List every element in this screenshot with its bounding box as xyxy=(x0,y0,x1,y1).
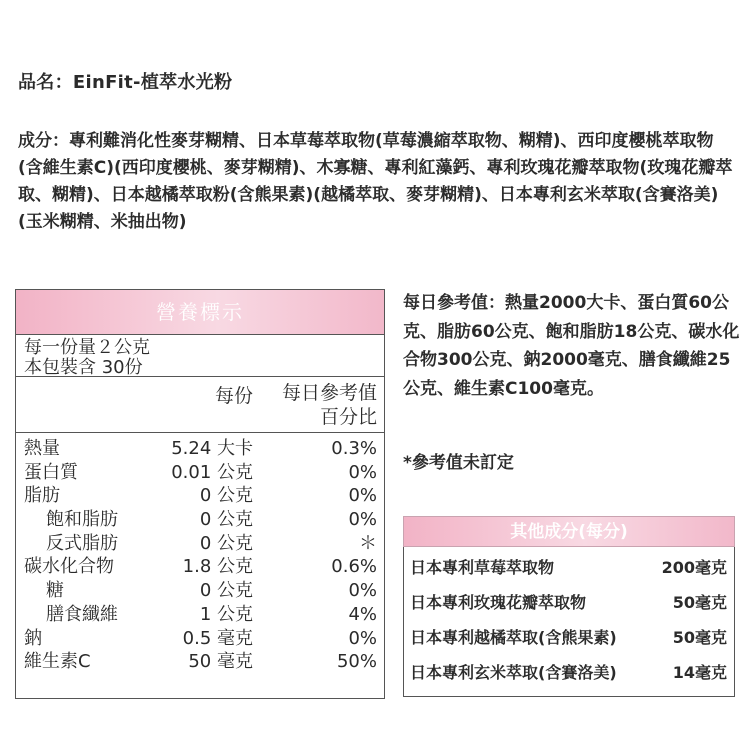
daily-reference-text: 每日參考值：熱量2000大卡、蛋白質60公克、脂肪60公克、飽和脂肪18公克、碳水化合物300公克、鈉2000毫克、膳食纖維25公克、維生素C100毫克。 xyxy=(403,293,740,399)
other-ingredients-title: 其他成分(每分) xyxy=(403,516,735,547)
nutrition-row xyxy=(16,603,384,627)
nutrition-daily-pct: ＊ xyxy=(359,532,377,554)
other-ingredient-name: 日本專利草莓萃取物 xyxy=(410,558,555,577)
other-ingredient-amount: 200毫克 xyxy=(661,558,727,577)
nutrition-name: 脂肪 xyxy=(24,485,60,507)
nutrition-name: 糖 xyxy=(46,580,64,602)
nutrition-daily-pct: 50% xyxy=(336,651,377,673)
servings-per-pack: 本包裝含 30份 xyxy=(24,357,143,378)
nutrition-name: 碳水化合物 xyxy=(24,556,114,578)
other-ingredient-amount: 14毫克 xyxy=(672,663,727,682)
nutrition-row xyxy=(16,555,384,579)
serving-size: 每一份量２公克 xyxy=(24,337,150,358)
other-ingredient-row xyxy=(404,620,734,655)
other-ingredient-amount: 50毫克 xyxy=(672,628,727,647)
nutrition-name: 蛋白質 xyxy=(24,461,78,483)
nutrition-name: 鈉 xyxy=(24,627,42,649)
other-ingredient-name: 日本專利玫瑰花瓣萃取物 xyxy=(410,593,587,612)
other-ingredient-amount: 50毫克 xyxy=(672,593,727,612)
nutrition-name: 反式脂肪 xyxy=(46,532,118,554)
nutrition-rows xyxy=(16,432,384,674)
nutrition-amount: 0.5 毫克 xyxy=(182,627,253,649)
nutrition-amount: 50 毫克 xyxy=(188,651,253,673)
nutrition-name: 維生素C xyxy=(24,651,91,673)
nutrition-amount: 1.8 公克 xyxy=(182,556,253,578)
nutrition-daily-pct: 0% xyxy=(348,461,377,483)
other-ingredient-name: 日本專利越橘萃取(含熊果素) xyxy=(410,628,617,647)
nutrition-daily-pct: 0% xyxy=(348,509,377,531)
nutrition-row xyxy=(16,650,384,674)
nutrition-row xyxy=(16,627,384,651)
nutrition-daily-pct: 0.6% xyxy=(331,556,377,578)
nutrition-row xyxy=(16,484,384,508)
nutrition-daily-pct: 4% xyxy=(348,603,377,625)
nutrition-amount: 0 公克 xyxy=(199,485,253,507)
nutrition-amount: 1 公克 xyxy=(199,603,253,625)
other-ingredient-row xyxy=(404,585,734,620)
product-name: 品名：EinFit-植萃水光粉 xyxy=(18,72,233,93)
nutrition-daily-pct: 0% xyxy=(348,485,377,507)
reference-note: *參考值未訂定 xyxy=(403,453,514,473)
nutrition-name: 熱量 xyxy=(24,438,60,459)
other-ingredient-row xyxy=(404,655,734,690)
nutrition-title: 營養標示 xyxy=(16,290,384,334)
daily-value-header xyxy=(282,381,377,429)
nutrition-amount: 0 公克 xyxy=(199,580,253,602)
nutrition-name: 飽和脂肪 xyxy=(46,509,118,531)
nutrition-amount: 0 公克 xyxy=(199,532,253,554)
nutrition-row xyxy=(16,437,384,461)
nutrition-daily-pct: 0% xyxy=(348,627,377,649)
other-ingredients-rows xyxy=(403,547,735,697)
other-ingredient-name: 日本專利玄米萃取(含賽洛美) xyxy=(410,663,617,682)
nutrition-amount: 5.24 大卡 xyxy=(171,438,253,459)
nutrition-amount: 0 公克 xyxy=(199,509,253,531)
nutrition-row xyxy=(16,532,384,556)
nutrition-daily-pct: 0.3% xyxy=(331,438,377,459)
nutrition-amount: 0.01 公克 xyxy=(171,461,253,483)
daily-value-header-line2: 百分比 xyxy=(319,406,377,428)
nutrition-facts-table xyxy=(15,289,385,699)
serving-info xyxy=(16,334,384,376)
nutrition-row xyxy=(16,461,384,485)
nutrition-daily-pct: 0% xyxy=(348,580,377,602)
nutrition-row xyxy=(16,508,384,532)
daily-value-header-line1: 每日參考值 xyxy=(281,382,377,404)
nutrition-row xyxy=(16,579,384,603)
other-ingredients-table xyxy=(403,516,735,697)
per-serving-header: 每份 xyxy=(214,385,253,407)
ingredients-list: 成分：專利難消化性麥芽糊精、日本草莓萃取物(草莓濃縮萃取物、糊精)、西印度櫻桃萃取物(含維生素C)(西印度櫻桃、麥芽糊精)、木寡糖、專利紅藻鈣、專利玫瑰花瓣萃取物(玫瑰花瓣萃取、糊精)、日本越橘萃取粉(含熊果素)(越橘萃取、麥芽糊精)、日本專利玄米萃取(含賽洛美)(玉米糊精、米抽出物) xyxy=(18,131,733,232)
nutrition-name: 膳食纖維 xyxy=(46,603,118,625)
column-header xyxy=(16,376,384,432)
other-ingredient-row xyxy=(404,550,734,585)
